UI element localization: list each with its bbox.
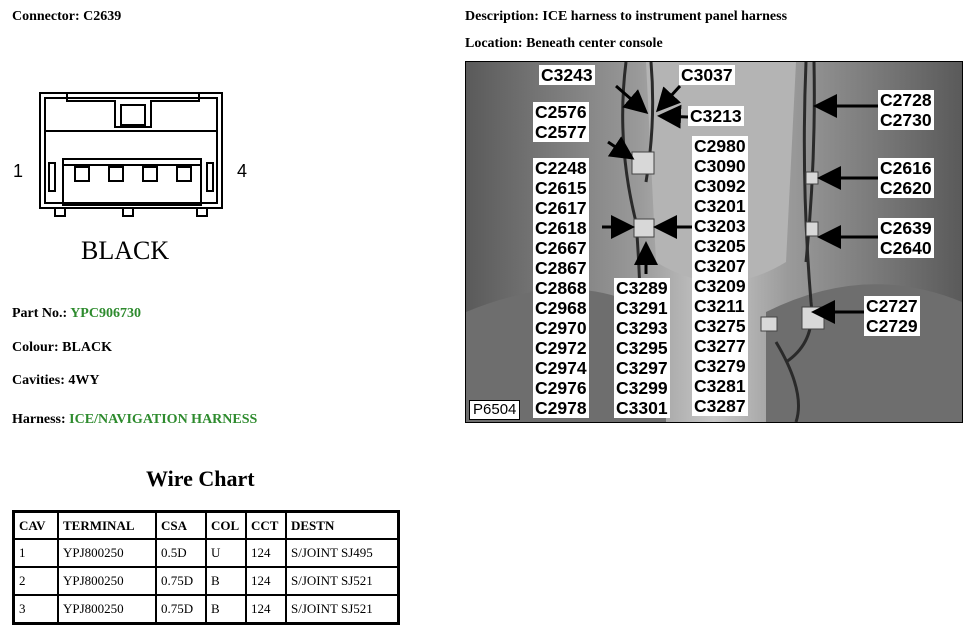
callout-c2248-group: C2248 C2615 C2617 C2618 C2667 C2867 C2868 C2968 C2970 C2972 C2974 C2976 C2978 — [535, 158, 587, 418]
connector-heading — [12, 9, 121, 25]
header-cav: CAV — [14, 512, 59, 540]
cell-cct: 124 — [246, 567, 286, 595]
photo-reference-code: P6504 — [469, 400, 520, 420]
pin-number-left: 1 — [13, 161, 24, 181]
location-label: Location: — [465, 36, 523, 51]
table-row — [14, 595, 399, 624]
connector-housing — [40, 93, 222, 216]
callout-c2728-group: C2728 C2730 — [880, 90, 932, 130]
cell-terminal: YPJ800250 — [58, 539, 156, 567]
location-line — [465, 36, 663, 52]
colour-label: Colour: — [12, 340, 59, 355]
callout-c2980-group: C2980 C3090 C3092 C3201 C3203 C3205 C3207 C3209 C3211 C3275 C3277 C3279 C3281 C3287 — [694, 136, 746, 416]
header-cct: CCT — [246, 512, 286, 540]
cell-destn: S/JOINT SJ495 — [286, 539, 399, 567]
cavities-line — [12, 373, 100, 389]
callout-c3243: C3243 — [541, 65, 593, 85]
cell-destn: S/JOINT SJ521 — [286, 595, 399, 624]
table-header-row — [14, 512, 399, 540]
header-terminal: TERMINAL — [58, 512, 156, 540]
header-csa: CSA — [156, 512, 206, 540]
cell-cct: 124 — [246, 539, 286, 567]
connector-face-diagram — [5, 85, 265, 275]
cell-cav: 2 — [14, 567, 59, 595]
description-line — [465, 9, 787, 25]
cell-csa: 0.75D — [156, 567, 206, 595]
pin-number-right: 4 — [237, 161, 248, 181]
cell-terminal: YPJ800250 — [58, 567, 156, 595]
cell-destn: S/JOINT SJ521 — [286, 567, 399, 595]
connector-value: C2639 — [83, 9, 122, 24]
connector-colour-text: BLACK — [81, 236, 170, 265]
cell-col: U — [206, 539, 246, 567]
cavities-value: 4WY — [68, 373, 100, 388]
cell-cav: 1 — [14, 539, 59, 567]
connector-label: Connector: — [12, 9, 80, 24]
cell-col: B — [206, 595, 246, 624]
cell-cct: 124 — [246, 595, 286, 624]
harness-label: Harness: — [12, 412, 66, 427]
location-value: Beneath center console — [526, 36, 663, 51]
cell-csa: 0.75D — [156, 595, 206, 624]
colour-line — [12, 340, 112, 356]
callout-c3213: C3213 — [690, 106, 742, 126]
wire-chart-title: Wire Chart — [146, 466, 255, 491]
callout-c2639-group: C2639 C2640 — [880, 218, 932, 258]
header-col: COL — [206, 512, 246, 540]
description-label: Description: — [465, 9, 539, 24]
header-destn: DESTN — [286, 512, 399, 540]
cavities-label: Cavities: — [12, 373, 65, 388]
callout-c3037: C3037 — [681, 65, 733, 85]
part-number-label: Part No.: — [12, 306, 68, 321]
callout-c2616-group: C2616 C2620 — [880, 158, 932, 198]
cell-col: B — [206, 567, 246, 595]
callout-c3289-group: C3289 C3291 C3293 C3295 C3297 C3299 C3301 — [616, 278, 668, 418]
cell-csa: 0.5D — [156, 539, 206, 567]
description-value: ICE harness to instrument panel harness — [542, 9, 788, 24]
colour-value: BLACK — [62, 340, 112, 355]
callout-c2727-group: C2727 C2729 — [866, 296, 918, 336]
cell-cav: 3 — [14, 595, 59, 624]
callout-c2576-group: C2576 C2577 — [535, 102, 587, 142]
table-row — [14, 539, 399, 567]
harness-value[interactable]: ICE/NAVIGATION HARNESS — [69, 412, 258, 427]
part-number-line — [12, 306, 141, 322]
wire-chart-table — [12, 510, 400, 625]
cell-terminal: YPJ800250 — [58, 595, 156, 624]
harness-line — [12, 412, 257, 428]
part-number-value[interactable]: YPC906730 — [70, 306, 141, 321]
location-photo — [465, 61, 963, 423]
table-row — [14, 567, 399, 595]
